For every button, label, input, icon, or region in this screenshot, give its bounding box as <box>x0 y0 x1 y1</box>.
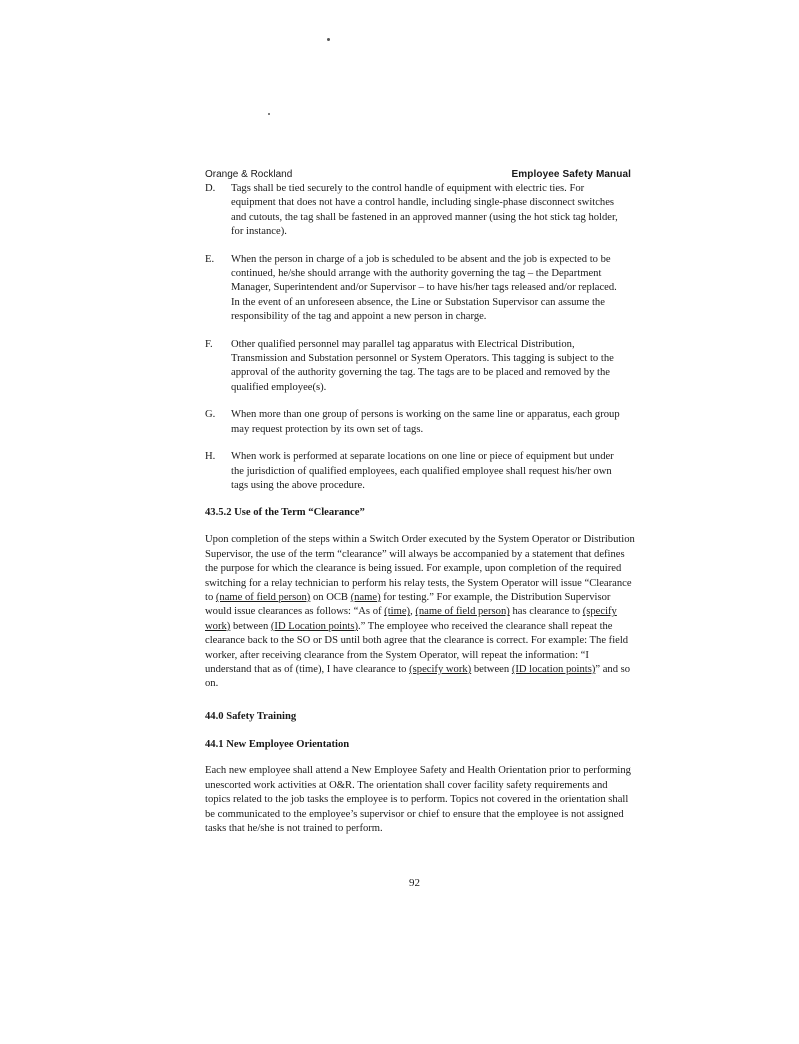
page-number: 92 <box>409 877 420 889</box>
clearance-text: ” and so on. <box>205 664 631 690</box>
clearance-section <box>205 506 635 692</box>
clearance-heading: 43.5.2 Use of the Term “Clearance” <box>205 507 365 518</box>
clearance-text: has clearance to <box>509 606 583 618</box>
clearance-text: between <box>471 664 512 676</box>
header-company: Orange & Rockland <box>205 169 293 180</box>
list-item-text: When work is performed at separate locations on one line or piece of equipment but under the jurisdiction of qualified employees, each qualified employee shall request his/her own tags using the above procedure. <box>231 451 614 491</box>
training-section <box>205 710 635 724</box>
orientation-paragraph: Each new employee shall attend a New Employee Safety and Health Orientation prior to performing unescorted work activities at O&R. The orientation shall cover facility safety requirements and topics related to the job tasks the employee is to perform. Topics not covered in the orientation shall be communicated to the employee’s supervisor or chief to ensure that the employee is not assigned tasks that he/she is not trained to perform. <box>205 765 631 835</box>
list-item-letter: G. <box>205 409 216 421</box>
list-item <box>205 450 635 493</box>
list-item-text: When the person in charge of a job is scheduled to be absent and the job is expected to be continued, he/she should arrange with the authority governing the tag – the Department Manager, Superintendent and/or Supervisor – to have his/her tags released and/or replaced. In the event of an unforeseen absence, the Line or Substation Supervisor can assume the responsibility of the tag and appoint a new person in charge. <box>231 253 617 323</box>
clearance-paragraph <box>205 533 635 691</box>
orientation-section <box>205 738 635 836</box>
list-item <box>205 338 635 396</box>
clearance-placeholder: (specify work) <box>205 606 617 632</box>
header-manual-title: Employee Safety Manual <box>511 169 631 180</box>
clearance-placeholder: (ID location points) <box>511 664 596 676</box>
list-item-text: Other qualified personnel may parallel tag apparatus with Electrical Distribution, Transmission and Substation personnel or System Operators. This tagging is subject to the approval of the authority governing the tag. The tags are to be placed and removed by the qualified employee(s). <box>231 338 614 393</box>
scan-speck <box>268 113 270 115</box>
clearance-text: for testing.” For example, the Distribution Supervisor would issue clearances as follows: “As of <box>205 592 611 618</box>
list-item <box>205 182 635 240</box>
list-item-text: Tags shall be tied securely to the control handle of equipment with electric ties. For equipment that does not have a control handle, including single-phase disconnect switches and cutouts, the tag shall be fastened in an approved manner (using the hot stick tag holder, for instance). <box>231 183 618 238</box>
training-heading: 44.0 Safety Training <box>205 711 297 722</box>
clearance-text: , <box>410 606 416 618</box>
clearance-text: on OCB <box>310 592 351 604</box>
page-header <box>205 168 631 182</box>
clearance-placeholder: (ID Location points) <box>270 620 358 632</box>
tagging-list <box>205 182 635 506</box>
clearance-placeholder: (name of field person) <box>215 592 311 604</box>
clearance-text: between <box>230 620 271 632</box>
list-item-letter: H. <box>205 451 216 463</box>
clearance-text: Upon completion of the steps within a Switch Order executed by the System Operator or Distribution Supervisor, the use of the term “clearance” will always be accompanied by a statement that defines the purpose for which the clearance is being issued. For example, upon completion of the required switching for a relay technician to perform his relay tests, the System Operator will issue “Clearance to <box>205 534 635 604</box>
clearance-placeholder: (specify work) <box>409 664 472 676</box>
clearance-placeholder: (name of field person) <box>415 606 510 618</box>
list-item-letter: F. <box>205 338 213 350</box>
scan-speck <box>327 38 330 41</box>
list-item-text: When more than one group of persons is working on the same line or apparatus, each group may request protection by its own set of tags. <box>231 409 620 435</box>
list-item-letter: E. <box>205 253 215 265</box>
list-item-letter: D. <box>205 183 216 194</box>
clearance-placeholder: (time) <box>384 606 411 618</box>
clearance-placeholder: (name) <box>350 592 381 604</box>
clearance-text: .” The employee who received the clearance shall repeat the clearance back to the SO or DS until both agree that the clearance is correct. For example: The field worker, after receiving clearance from the System Operator, will repeat the information: “I understand that as of (time), I have clearance to <box>205 620 629 676</box>
list-item <box>205 253 635 325</box>
list-item <box>205 408 635 437</box>
orientation-heading: 44.1 New Employee Orientation <box>205 739 350 750</box>
